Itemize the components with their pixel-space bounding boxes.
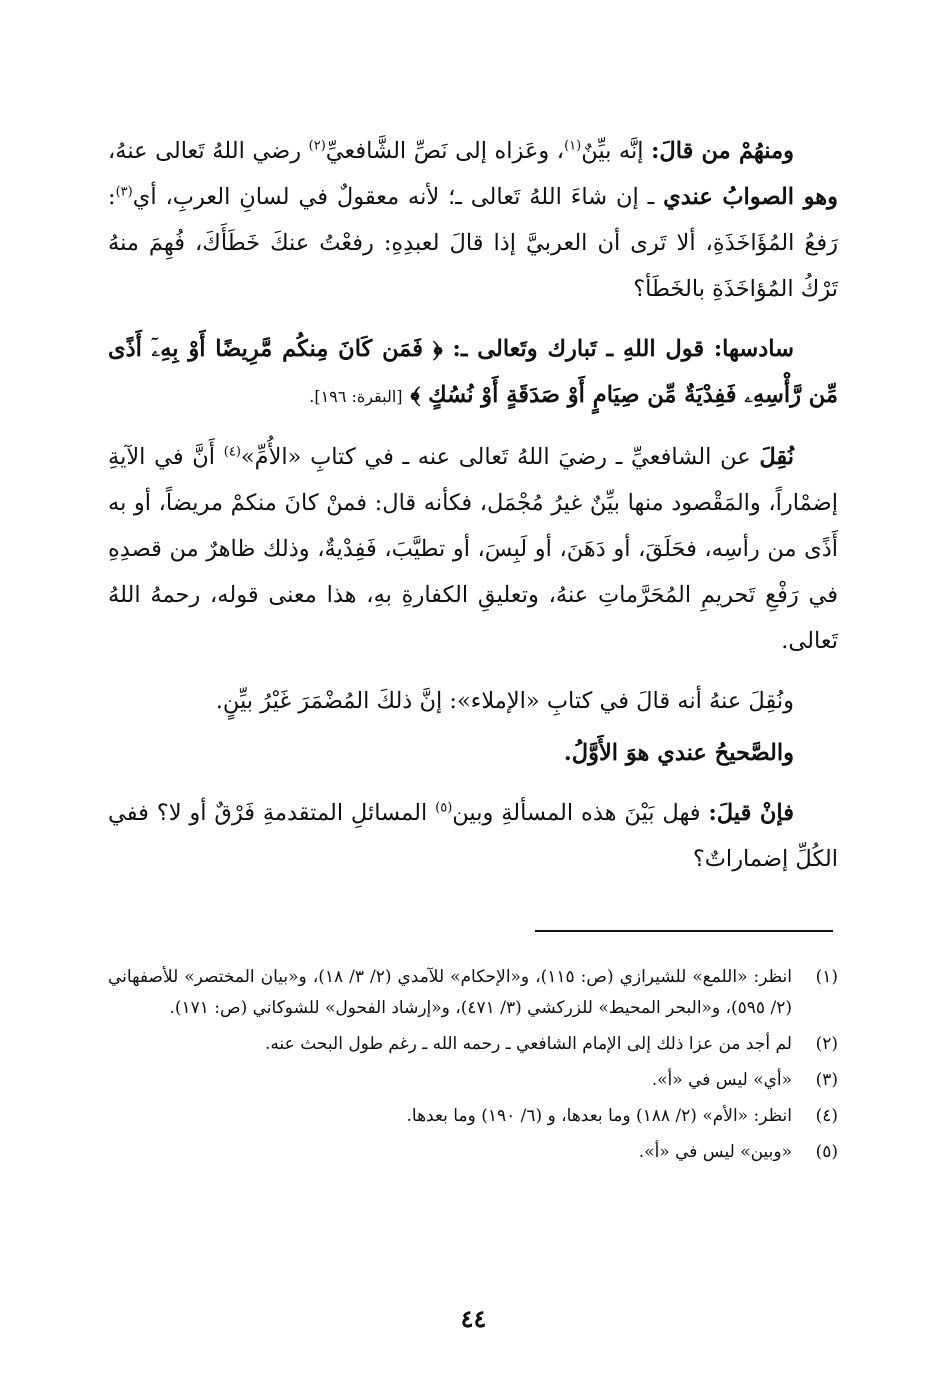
footnote-ref-2[interactable]: (٢)	[308, 138, 326, 154]
paragraph-1-text: ، وعَزاه إلى نَصِّ الشَّافعيِّ	[325, 138, 565, 164]
paragraph-5: والصَّحيحُ عندي هوَ الأَوَّلُ.	[563, 740, 794, 766]
footnote-text: «وبين» ليس في «أ».	[638, 1142, 792, 1162]
paragraph-3-text: أَنَّ في الآيةِ إضمْاراً، والمَقْصود منها بيِّنٌ غيرُ مُجْمَل، فكأنه قال: فمنْ كانَ منكمْ مريضاً، أو به أَذًى من رأسِه، فحَلَقَ، أو دَهَنَ، أو لَبِسَ، أو تطيَّبَ، فَفِدْيةٌ، وذلك ظاهرٌ من قصدِهِ في رَفْعِ تَحريمِ المُحَرَّماتِ عنهُ، وتعليقِ الكفارةِ بهِ، هذا معنى قوله، رحمهُ اللهُ تَعالى.	[108, 444, 838, 654]
paragraph-3-lead: نُقِلَ	[759, 444, 794, 470]
paragraph-1-text: : رَفعُ المُؤَاخَذَةِ، ألا تَرى أن العربيَّ إذا قالَ لعبدِهِ: رفعْتُ عنكَ خَطَأَكَ، فُهِمَ منهُ تَرْكُ المُؤاخَذَةِ بالخَطَأ؟	[108, 184, 838, 302]
quran-verse: ﴿ فَمَن كَانَ مِنكُم مَّرِيضًا أَوْ بِهِۦٓ أَذًى مِّن رَّأْسِهِۦ فَفِدْيَةٌ مِّن صِيَامٍ أَوْ صَدَقَةٍ أَوْ نُسُكٍ ﴾	[108, 336, 838, 408]
paragraph-1-text: ـ إن شاءَ اللهُ تَعالى ـ؛ لأنه معقولٌ في لسانِ العربِ، أي	[132, 184, 664, 210]
paragraph-3	[108, 434, 838, 664]
footnote-text: انظر: «الأم» (٢/ ١٨٨) وما بعدها، و (٦/ ١٩٠) وما بعدها.	[406, 1106, 792, 1126]
footnote-item	[108, 1137, 838, 1168]
footnote-ref-5[interactable]: (٥)	[435, 800, 453, 816]
paragraph-1-text: رضي اللهُ تَعالى عنهُ،	[108, 138, 309, 164]
paragraph-1-lead: ومنهُمْ من قالَ:	[651, 138, 795, 164]
footnote-ref-1[interactable]: (١)	[564, 138, 582, 154]
paragraph-2	[108, 326, 838, 420]
footnote-number: (٤)	[815, 1106, 838, 1126]
paragraph-4: ونُقِلَ عنهُ أنه قالَ في كتابِ «الإملاء»: إنَّ ذلكَ المُضْمَرَ غَيْرُ بيِّنٍ.	[215, 688, 794, 714]
footnote-text: «أي» ليس في «أ».	[651, 1070, 792, 1090]
footnote-separator	[535, 930, 833, 932]
paragraph-1	[108, 128, 838, 312]
main-text	[108, 128, 838, 896]
footnote-text: انظر: «اللمع» للشيرازي (ص: ١١٥)، و«الإحكام» للآمدي (٢/ ٣/ ١٨)، و«بيان المختصر» للأصفهاني (٢/ ٥٩٥)، و«البحر المحيط» للزركشي (٣/ ٤٧١)، و«إرشاد الفحول» للشوكاني (ص: ١٧١).	[108, 967, 792, 1018]
paragraph-6-text: المسائلِ المتقدمةِ فَرْقٌ أو لا؟ ففي الكُلِّ إضماراتٌ؟	[108, 800, 838, 872]
paragraph-2-lead: سادسها: قول اللهِ ـ تَبارك وتَعالى ـ:	[452, 336, 794, 362]
paragraph-3-text: عن الشافعيِّ ـ رضيَ اللهُ تَعالى عنه ـ في كتابِ «الأُمِّ»	[240, 444, 760, 470]
footnote-text: لم أجد من عزا ذلك إلى الإمام الشافعي ـ رحمه الله ـ رغم طول البحث عنه.	[265, 1034, 792, 1054]
footnote-item	[108, 962, 838, 1024]
footnote-number: (٣)	[815, 1070, 838, 1090]
footnote-number: (٥)	[815, 1142, 838, 1162]
footnote-ref-4[interactable]: (٤)	[223, 444, 241, 460]
paragraph-6	[108, 790, 838, 882]
footnotes	[108, 962, 838, 1173]
footnote-item	[108, 1101, 838, 1132]
paragraph-6-text: فهل بَيْنَ هذه المسألةِ وبين	[452, 800, 709, 826]
footnote-ref-3[interactable]: (٣)	[115, 184, 133, 200]
footnote-item	[108, 1065, 838, 1096]
paragraph-1-text: إنَّه بيِّنٌ	[581, 138, 652, 164]
page-number: ٤٤	[460, 1304, 487, 1333]
footnote-number: (٢)	[815, 1034, 838, 1054]
verse-reference: [البقرة: ١٩٦].	[309, 387, 403, 406]
footnote-number: (١)	[815, 967, 838, 987]
paragraph-6-lead: فإنْ قيلَ:	[708, 800, 795, 826]
paragraph-1-emphasis: وهو الصوابُ عندي	[663, 184, 838, 210]
footnote-item	[108, 1029, 838, 1060]
